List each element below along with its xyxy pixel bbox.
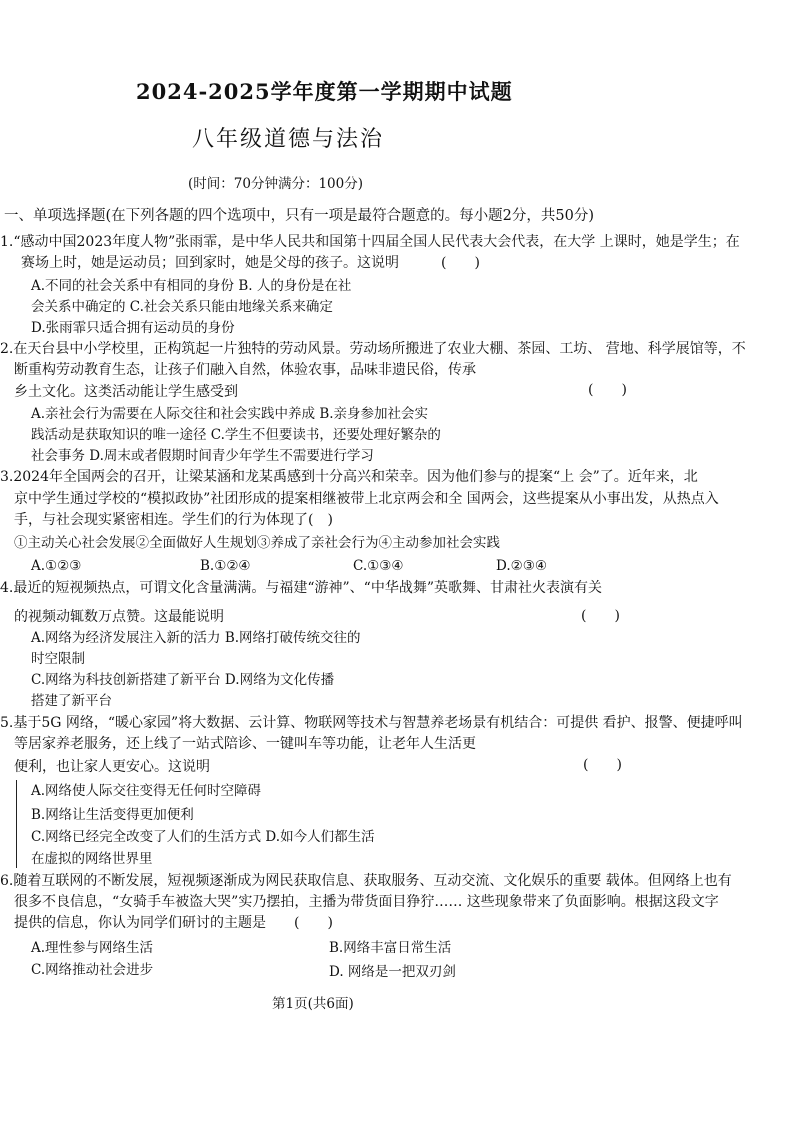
- q5-stem-line3: 便利，也让家人更安心。这说明: [14, 759, 210, 775]
- q1-option-line2: 会关系中确定的 C.社会关系只能由地缘关系来确定: [31, 299, 333, 315]
- q5-option-line3: C.网络已经完全改变了人们的生活方式 D.如今人们都生活: [31, 829, 375, 845]
- q2-answer-paren: ( ): [588, 382, 627, 398]
- q3-stem-line1: 3.2024年全国两会的召开，让梁某涵和龙某禹感到十分高兴和荣幸。因为他们参与的提案“上 会”了。近年来，北: [0, 469, 698, 485]
- q3-statements: ①主动关心社会发展②全面做好人生规划③养成了亲社会行为④主动参加社会实践: [14, 535, 500, 551]
- q6-option-a: A.理性参与网络生活: [31, 940, 154, 956]
- q3-option-c: C.①③④: [353, 558, 404, 574]
- q5-answer-paren: ( ): [583, 757, 622, 773]
- q2-stem-line3: 乡土文化。这类活动能让学生感受到: [14, 384, 238, 400]
- q2-stem-line2: 断重构劳动教育生态，让孩子们融入自然，体验农事，品味非遗民俗，传承: [14, 362, 476, 378]
- q4-option-line1: A.网络为经济发展注入新的活力 B.网络打破传统交往的: [31, 630, 361, 646]
- q5-option-line1: A.网络使人际交往变得无任何时空障碍: [31, 783, 262, 799]
- q6-option-c: C.网络推动社会进步: [31, 962, 154, 978]
- q1-stem-line2: 赛场上时，她是运动员；回到家时，她是父母的孩子。这说明 ( ): [21, 255, 480, 271]
- section-heading: 一、单项选择题(在下列各题的四个选项中，只有一项是最符合题意的。每小题2分，共50分): [4, 208, 594, 224]
- q2-option-line1: A.亲社会行为需要在人际交往和社会实践中养成 B.亲身参加社会实: [31, 406, 429, 422]
- q6-stem-line3: 提供的信息，你认为同学们研讨的主题是 ( ): [14, 915, 333, 931]
- q6-option-d: D. 网络是一把双刃剑: [329, 964, 456, 980]
- q4-option-line3: C.网络为科技创新搭建了新平台 D.网络为文化传播: [31, 672, 335, 688]
- q4-option-line4: 搭建了新平台: [31, 693, 112, 709]
- page-title: 2024-2025学年度第一学期期中试题: [136, 79, 513, 104]
- q5-option-line4: 在虚拟的网络世界里: [31, 851, 153, 867]
- q2-option-line3: 社会事务 D.周末或者假期时间青少年学生不需要进行学习: [31, 448, 374, 464]
- q2-stem-line1: 2.在天台县中小学校里，正构筑起一片独特的劳动风景。劳动场所搬进了农业大棚、茶园、工坊、 营地、科学展馆等，不: [0, 341, 746, 357]
- q3-option-a: A.①②③: [31, 558, 82, 574]
- time-info: (时间：70分钟满分：100分): [188, 176, 363, 192]
- margin-rule: [16, 780, 17, 868]
- q2-option-line2: 践活动是获取知识的唯一途径 C.学生不但要读书，还要处理好繁杂的: [31, 427, 441, 443]
- q4-answer-paren: ( ): [581, 608, 620, 624]
- q6-stem-line2: 很多不良信息，“女骑手车被盗大哭”实乃摆拍，主播为带货面目狰狞…… 这些现象带来了负面影响。根据这段文字: [14, 894, 719, 910]
- q3-stem-line2: 京中学生通过学校的“模拟政协”社团形成的提案相继被带上北京两会和全 国两会，这些提案从小事出发，从热点入: [14, 491, 719, 507]
- q1-option-line3: D.张雨霏只适合拥有运动员的身份: [31, 320, 235, 336]
- q3-option-d: D.②③④: [496, 558, 547, 574]
- q5-stem-line1: 5.基于5G 网络，“暖心家园”将大数据、云计算、物联网等技术与智慧养老场景有机结合：可提供 看护、报警、便捷呼叫: [0, 715, 743, 731]
- q6-stem-line1: 6.随着互联网的不断发展，短视频逐渐成为网民获取信息、获取服务、互动交流、文化娱乐的重要 载体。但网络上也有: [0, 873, 732, 889]
- q5-stem-line2: 等居家养老服务，还上线了一站式陪诊、一键叫车等功能，让老年人生活更: [14, 736, 476, 752]
- q3-option-b: B.①②④: [200, 558, 251, 574]
- page-subtitle: 八年级道德与法治: [192, 127, 385, 152]
- q3-stem-line3: 手，与社会现实紧密相连。学生们的行为体现了( ): [14, 512, 333, 528]
- q6-option-b: B.网络丰富日常生活: [329, 940, 452, 956]
- q4-option-line2: 时空限制: [31, 651, 85, 667]
- q1-option-line1: A.不同的社会关系中有相同的身份 B. 人的身份是在社: [31, 278, 352, 294]
- q4-stem-line1: 4.最近的短视频热点，可谓文化含量满满。与福建“游神”、“中华战舞”英歌舞、甘肃社火表演有关: [0, 580, 602, 596]
- q5-option-line2: B.网络让生活变得更加便利: [31, 807, 194, 823]
- q1-stem-line1: 1.“感动中国2023年度人物”张雨霏，是中华人民共和国第十四届全国人民代表大会代表，在大学 上课时，她是学生；在: [0, 234, 740, 250]
- q4-stem-line2: 的视频动辄数万点赞。这最能说明: [14, 609, 224, 625]
- page-number: 第1页(共6面): [272, 996, 354, 1012]
